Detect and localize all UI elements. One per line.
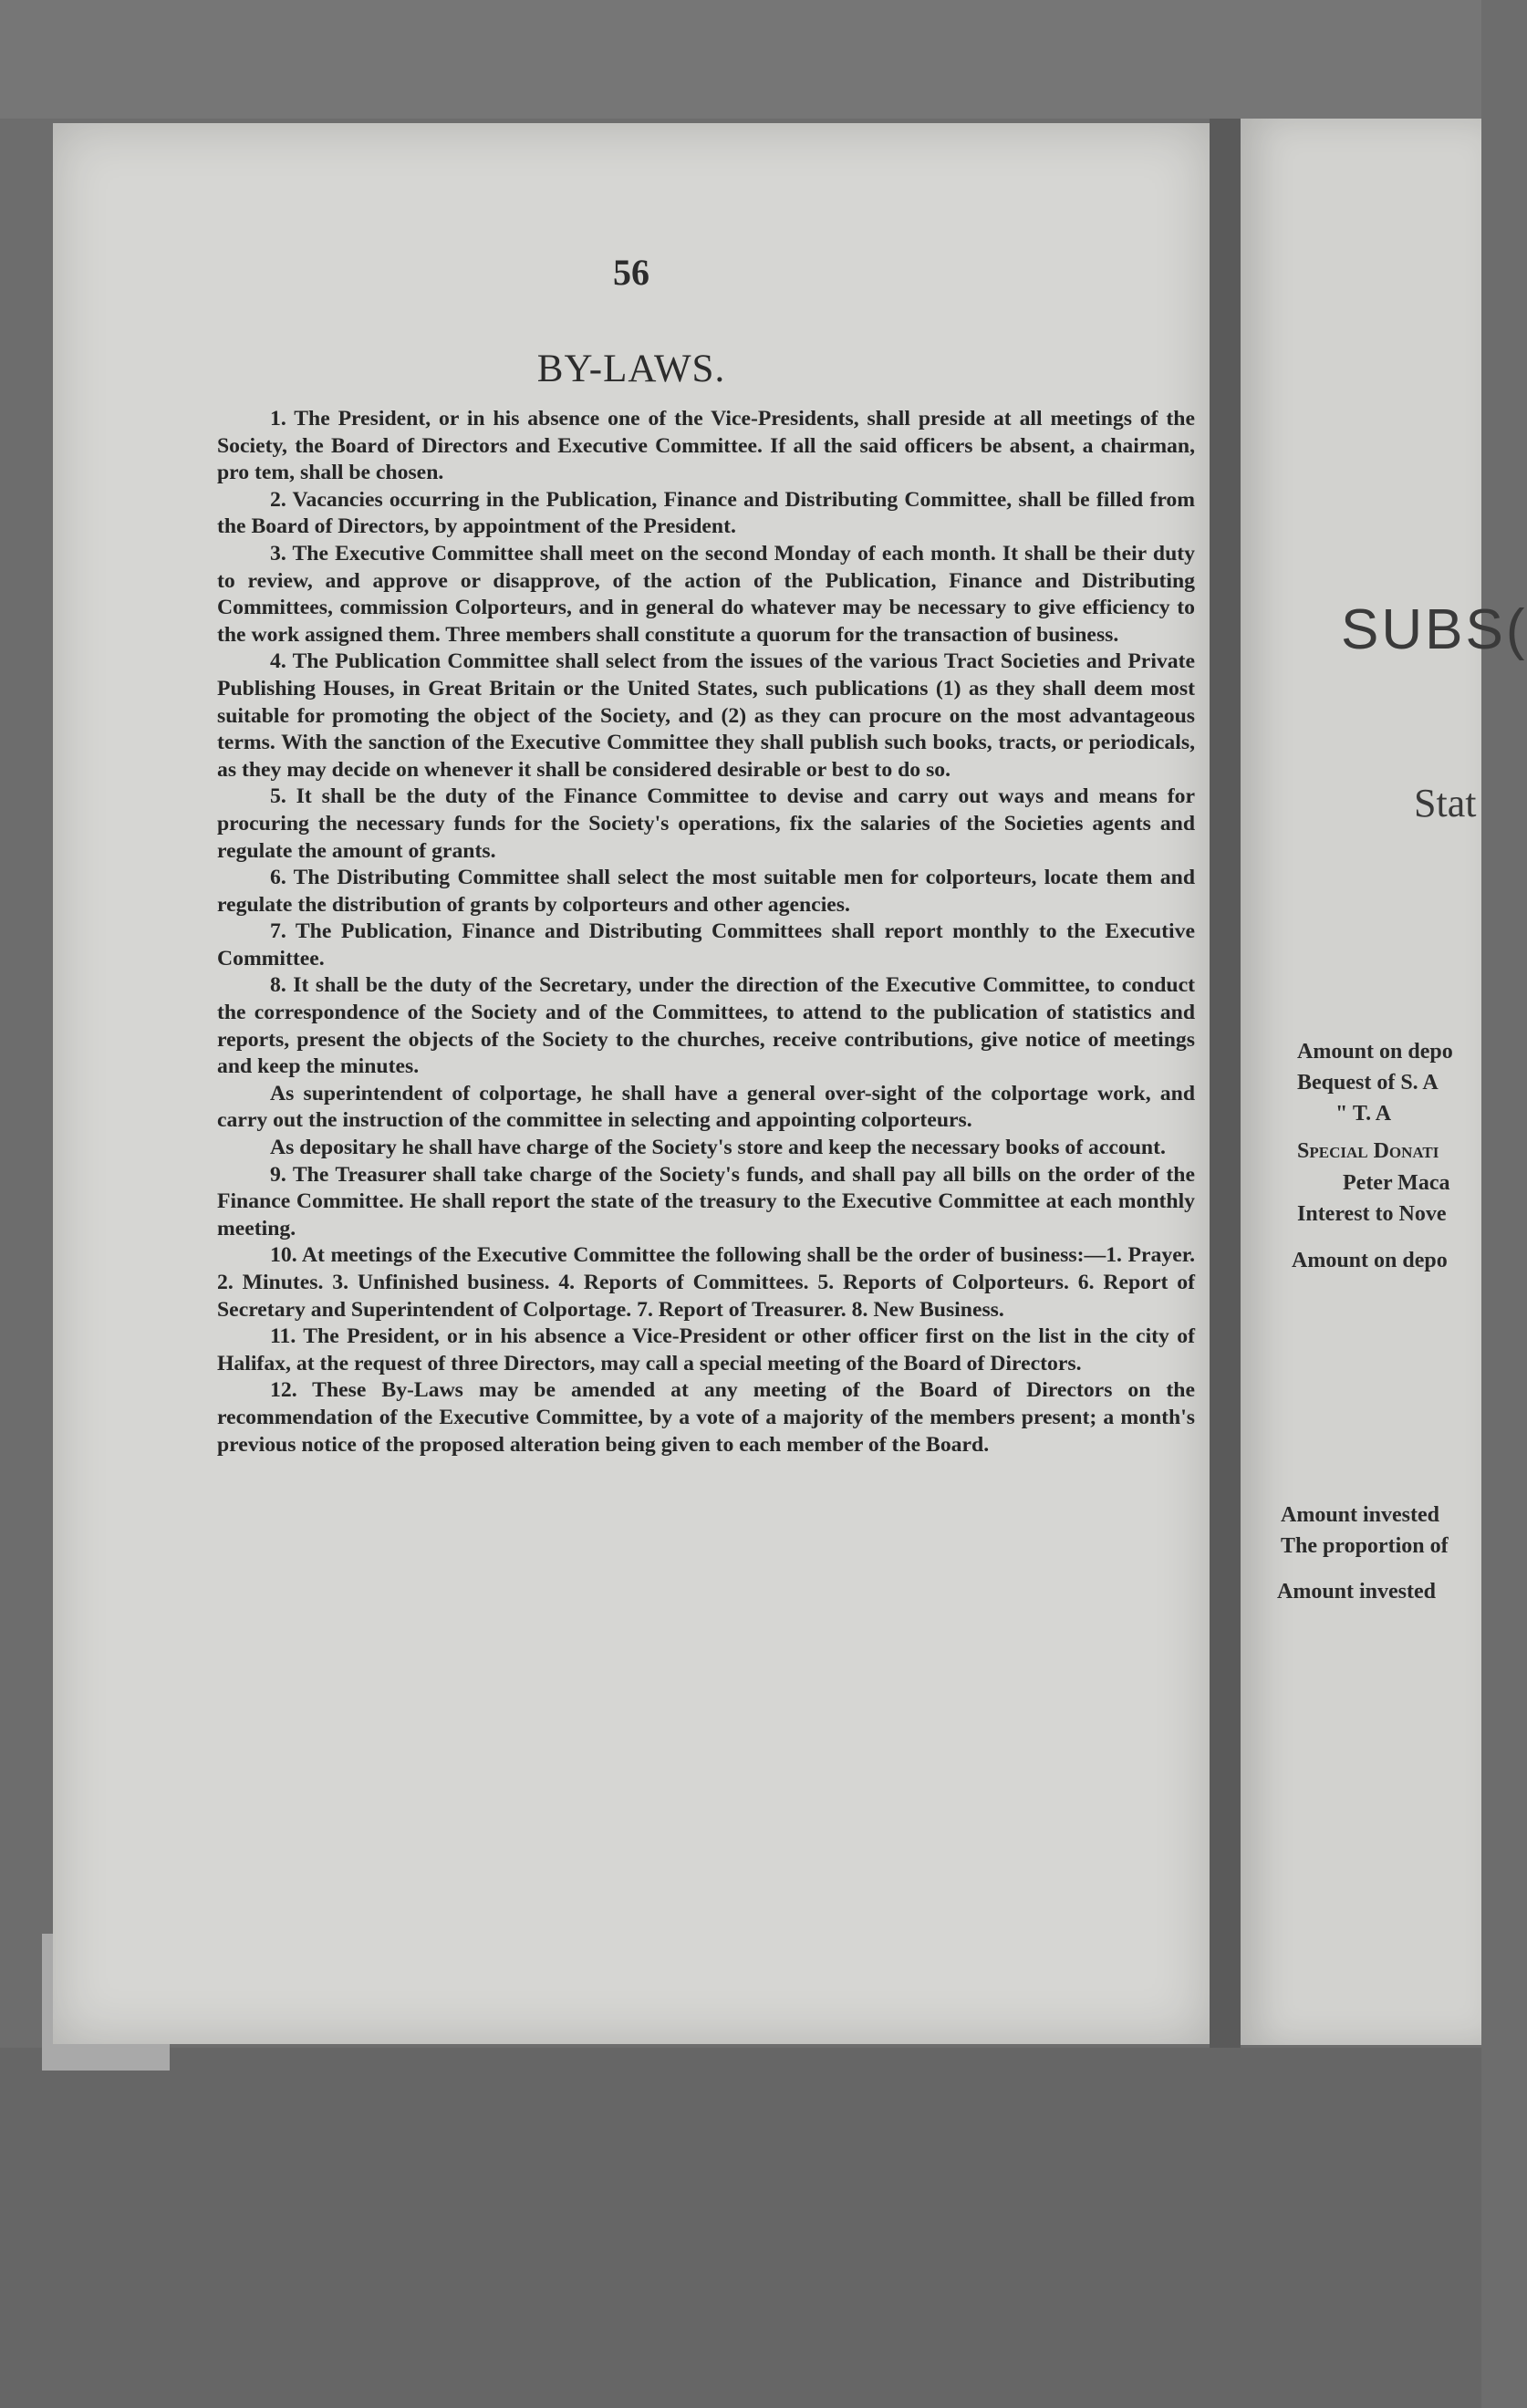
- right-page-line: Amount invested: [1277, 1580, 1437, 1604]
- page-number: 56: [613, 252, 649, 293]
- left-page: [53, 123, 1210, 2044]
- right-page-line: Special Donati: [1297, 1139, 1439, 1163]
- right-page-line: Amount on depo: [1297, 1040, 1453, 1064]
- bylaw-paragraph: 8. It shall be the duty of the Secretary, under the direction of the Executive Committee, to conduct the correspondence of the Society and of the Committees, to attend to the publication of statistics and reports, present the objects of the Society to the churches, receive contributions, give notice of meetings and keep the minutes.: [217, 973, 1195, 1079]
- bylaw-paragraph: 10. At meetings of the Executive Committee the following shall be the order of business:—1. Prayer. 2. Minutes. 3. Unfinished business. 4. Reports of Committees. 5. Reports of Colporteurs. 6. Report of Secretary and Superintendent of Colportage. 7. Report of Treasurer. 8. New Business.: [217, 1243, 1195, 1322]
- right-page-line: Peter Maca: [1343, 1171, 1450, 1195]
- bylaw-paragraph: 12. These By-Laws may be amended at any meeting of the Board of Directors on the recommendation of the Executive Committee, by a vote of a majority of the members present; a month's previous notice of the proposed alteration being given to each member of the Board.: [217, 1378, 1195, 1457]
- bylaw-paragraph: As superintendent of colportage, he shall have a general over-sight of the colportage work, and carry out the instruction of the committee in selecting and appointing colporteurs.: [217, 1081, 1195, 1133]
- right-page-line: Bequest of S. A: [1297, 1071, 1439, 1095]
- book-gutter: [1210, 119, 1241, 2048]
- scan-background-bottom: [0, 2048, 1481, 2408]
- bylaw-paragraph: As depositary he shall have charge of the Society's store and keep the necessary books of account.: [270, 1136, 1166, 1160]
- bylaw-paragraph: 1. The President, or in his absence one of the Vice-Presidents, shall preside at all meetings of the Society, the Board of Directors and Executive Committee. If all the said officers be absent, a chairman, pro tem, shall be chosen.: [217, 407, 1195, 485]
- right-page-line: " T. A: [1335, 1102, 1392, 1126]
- right-page-title: SUBS(: [1341, 598, 1527, 661]
- right-page-line: Interest to Nove: [1297, 1202, 1447, 1226]
- bylaw-paragraph: 4. The Publication Committee shall select from the issues of the various Tract Societies and Private Publishing Houses, in Great Britain or the United States, such publications (1) as they shall deem most suitable for promoting the object of the Society, and (2) as they can procure on the most advantageous terms. With the sanction of the Executive Committee they shall publish such books, tracts, or periodicals, as they may decide on whenever it shall be considered desirable or best to do so.: [217, 649, 1195, 782]
- bylaw-paragraph: 5. It shall be the duty of the Finance Committee to devise and carry out ways and means for procuring the necessary funds for the Society's operations, fix the salaries of the Societies agents and regulate the amount of grants.: [217, 784, 1195, 863]
- right-page-line: The proportion of: [1281, 1534, 1449, 1558]
- bylaws-body: [217, 406, 1195, 1458]
- bylaw-paragraph: 11. The President, or in his absence a Vice-President or other officer first on the list in the city of Halifax, at the request of three Directors, may call a special meeting of the Board of Directors.: [217, 1324, 1195, 1375]
- right-page-line: Amount on depo: [1292, 1249, 1448, 1272]
- right-page-line: Amount invested: [1281, 1503, 1440, 1527]
- page-heading: BY-LAWS.: [536, 348, 726, 390]
- right-page: [1241, 119, 1527, 2045]
- scan-background-top: [0, 0, 1481, 119]
- bylaw-paragraph: 2. Vacancies occurring in the Publication, Finance and Distributing Committee, shall be filled from the Board of Directors, by appointment of the President.: [217, 487, 1195, 539]
- bylaw-paragraph: 3. The Executive Committee shall meet on the second Monday of each month. It shall be their duty to review, and approve or disapprove, of the action of the Publication, Finance and Distributing Committees, commission Colporteurs, and in general do whatever may be necessary to give efficiency to the work assigned them. Three members shall constitute a quorum for the transaction of business.: [217, 541, 1195, 647]
- right-page-subtitle: Stat: [1414, 781, 1477, 825]
- bylaw-paragraph: 6. The Distributing Committee shall select the most suitable men for colporteurs, locate them and regulate the distribution of grants by colporteurs and other agencies.: [217, 866, 1195, 917]
- bylaw-paragraph: 9. The Treasurer shall take charge of the Society's funds, and shall pay all bills on the order of the Finance Committee. He shall report the state of the treasury to the Executive Committee at each monthly meeting.: [217, 1162, 1195, 1240]
- bylaw-paragraph: 7. The Publication, Finance and Distributing Committees shall report monthly to the Executive Committee.: [217, 919, 1195, 970]
